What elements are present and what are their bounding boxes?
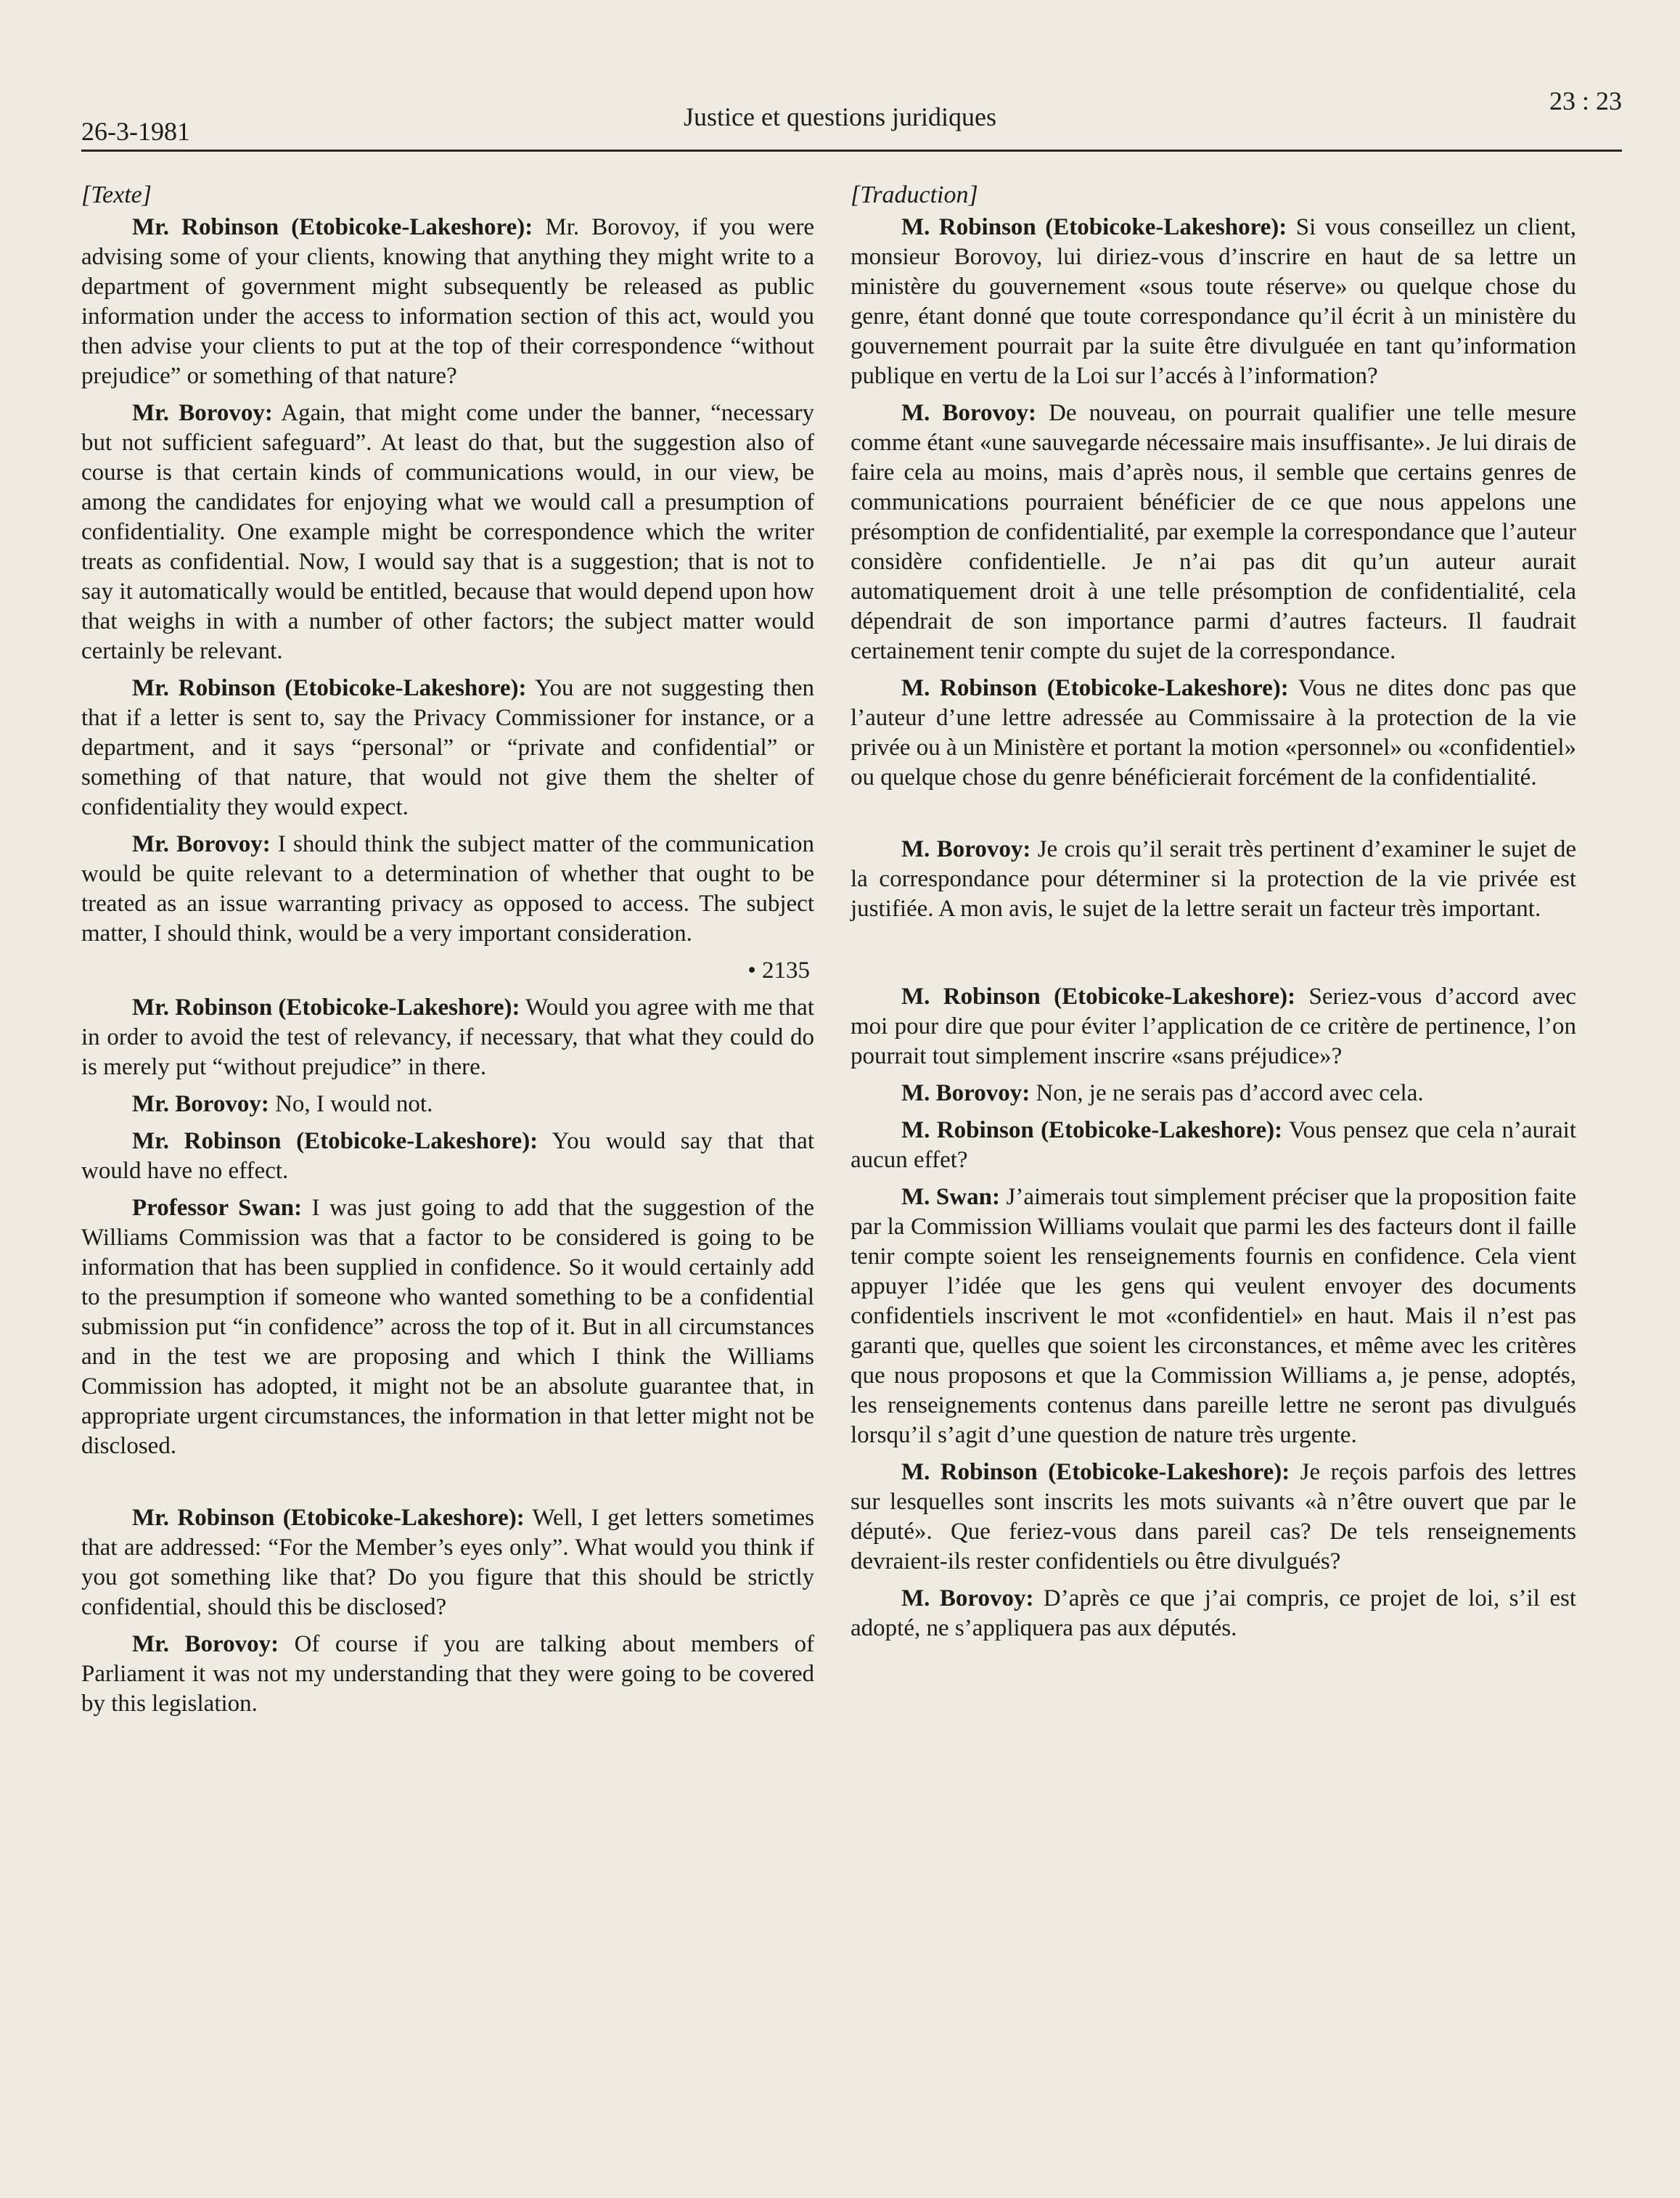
spacer <box>851 800 1576 835</box>
transcript-paragraph <box>851 399 1576 666</box>
speech-text: J’aimerais tout simplement préciser que la proposition faite par la Commission Williams voulait que parmi les des facteurs dont il faille tenir compte soient les renseignements fournis en confidence. Cela vient appuyer l’idée que les gens qui veulent envoyer des documents confidentiels inscrivent le mot «confidentiel» en haut. Mais il n’est pas garanti que, quelles que soient les circonstances, et même avec les critères que nous proposons et que la Commission Williams a, je pense, adoptés, les renseignements contenus dans pareille lettre ne seront pas divulgués lorsqu’il s’agit d’une question de nature très urgente. <box>851 1184 1576 1448</box>
column-label: [Texte] <box>81 181 152 208</box>
transcript-paragraph <box>851 674 1576 793</box>
speech-text: Vous ne dites donc pas que l’auteur d’une lettre adressée au Commissaire à la protection de la vie privée ou à un Ministère et portant la motion «personnel» ou «confidentiel» ou quelque chose du genre bénéficierait forcément de la confidentialité. <box>851 675 1576 790</box>
speaker-name: M. Robinson (Etobicoke-Lakeshore): <box>901 1117 1283 1143</box>
speaker-name: M. Borovoy: <box>901 836 1031 862</box>
transcript-paragraph <box>81 1090 814 1119</box>
speaker-name: M. Robinson (Etobicoke-Lakeshore): <box>901 984 1296 1010</box>
speaker-name: Mr. Borovoy: <box>132 1091 269 1117</box>
speech-text: D’après ce que j’ai compris, ce projet de loi, s’il est adopté, ne s’appliquera pas aux députés. <box>851 1585 1576 1641</box>
speech-text: Would you agree with me that in order to avoid the test of relevancy, if necessary, that what they could do is merely put “without prejudice” in there. <box>81 994 814 1080</box>
transcript-paragraph <box>81 1127 814 1186</box>
speech-text: Si vous conseillez un client, monsieur Borovoy, lui diriez-vous d’inscrire en haut de sa lettre un ministère du gouvernement «sous toute réserve» ou quelque chose du genre, étant donné que toute correspondance qu’il écrit à un ministère du gouvernement pourrait par la suite être divulguée en tant qu’information publique en vertu de la Loi sur l’accés à l’information? <box>851 214 1576 389</box>
transcript-paragraph <box>81 1193 814 1461</box>
speech-text: Mr. Borovoy, if you were advising some of your clients, knowing that anything they might write to a department of government might subsequently be released as public information under the access to information section of this act, would you then advise your clients to put at the top of their correspondence “without prejudice” or something of that nature? <box>81 214 815 389</box>
header-page-number: 23 : 23 <box>1549 86 1622 115</box>
speaker-name: Mr. Robinson (Etobicoke-Lakeshore): <box>132 1505 525 1531</box>
transcript-paragraph <box>81 1503 814 1622</box>
speech-text: Of course if you are talking about members of Parliament it was not my understanding that they were going to be covered by this legislation. <box>81 1631 814 1717</box>
speaker-name: M. Borovoy: <box>901 1080 1030 1106</box>
transcript-paragraph <box>851 1116 1576 1175</box>
speaker-name: Mr. Borovoy: <box>132 1631 279 1657</box>
header-title: Justice et questions juridiques <box>684 102 996 131</box>
transcript-paragraph <box>851 982 1576 1071</box>
transcript-paragraph <box>851 1079 1576 1108</box>
speech-text: Je reçois parfois des lettres sur lesquelles sont inscrits les mots suivants «à n’être ouvert que par le député». Que feriez-vous dans pareil cas? De tels renseignements devraient-ils rester confidentiels ou être divulgués? <box>851 1459 1577 1574</box>
time-marker: • 2135 <box>747 957 810 984</box>
speaker-name: Mr. Borovoy: <box>132 831 271 857</box>
transcript-paragraph <box>81 213 814 391</box>
speaker-name: M. Robinson (Etobicoke-Lakeshore): <box>901 1459 1290 1485</box>
header-date: 26-3-1981 <box>81 117 190 146</box>
speaker-name: Professor Swan: <box>132 1195 303 1221</box>
speech-text: Seriez-vous d’accord avec moi pour dire que pour éviter l’application de ce critère de pertinence, l’on pourrait tout simplement inscrire «sans préjudice»? <box>851 984 1576 1069</box>
speech-text: Well, I get letters sometimes that are addressed: “For the Member’s eyes only”. What would you think if you got something like that? Do you figure that this should be strictly confidential, should this be disclosed? <box>81 1505 814 1620</box>
transcript-paragraph <box>81 830 814 949</box>
speaker-name: Mr. Borovoy: <box>132 400 273 426</box>
speaker-name: Mr. Robinson (Etobicoke-Lakeshore): <box>132 214 533 240</box>
speech-text: Again, that might come under the banner, “necessary but not sufficient safeguard”. At least do that, but the suggestion also of course is that certain kinds of communications would, in our view, be among the candidates for enjoying what we would call a presumption of confidentiality. One example might be correspondence which the writer treats as confidential. Now, I would say that is a suggestion; that is not to say it automatically would be entitled, because that would depend upon how that weighs in with a number of other factors; the subject matter would certainly be relevant. <box>81 400 814 664</box>
speaker-name: Mr. Robinson (Etobicoke-Lakeshore): <box>132 1128 538 1154</box>
transcript-paragraph <box>81 993 814 1082</box>
speaker-name: M. Swan: <box>901 1184 1000 1210</box>
speech-text: You would say that that would have no effect. <box>81 1128 814 1184</box>
transcript-paragraph <box>851 835 1576 924</box>
speaker-name: M. Robinson (Etobicoke-Lakeshore): <box>901 214 1287 240</box>
speech-text: Vous pensez que cela n’aurait aucun effet? <box>851 1117 1577 1173</box>
transcript-paragraph <box>851 213 1576 391</box>
speech-text: You are not suggesting then that if a letter is sent to, say the Privacy Commissioner for instance, or a department, and it says “personal” or “private and confidential” or something of that nature, that would not give them the shelter of confidentiality they would expect. <box>81 675 814 820</box>
french-column <box>851 180 1576 1651</box>
spacer <box>851 931 1576 982</box>
speech-text: De nouveau, on pourrait qualifier une telle mesure comme étant «une sauvegarde nécessaire mais insuffisante». Je lui dirais de faire cela au moins, mais d’après nous, il semble que certains genres de communications pourraient bénéficier de ce que nous appelons une présomption de confidentialité, par exemple la correspondance que l’auteur considère confidentielle. Je n’ai pas dit qu’un auteur aurait automatiquement droit à une telle présomption de confidentialité, cela dépendrait de son importance parmi d’autres facteurs. Il faudrait certainement tenir compte du sujet de la correspondance. <box>851 400 1576 664</box>
transcript-paragraph <box>81 674 814 822</box>
transcript-paragraph <box>81 1630 814 1719</box>
speaker-name: Mr. Robinson (Etobicoke-Lakeshore): <box>132 675 527 701</box>
speech-text: I should think the subject matter of the communication would be quite relevant to a determination of whether that ought to be treated as an issue warranting privacy as opposed to access. The subject matter, I should think, would be a very important consideration. <box>81 831 814 947</box>
column-label: [Traduction] <box>851 181 978 208</box>
transcript-paragraph <box>851 1182 1576 1450</box>
speaker-name: M. Borovoy: <box>901 1585 1034 1611</box>
speech-text: Non, je ne serais pas d’accord avec cela. <box>1030 1080 1424 1106</box>
speaker-name: M. Robinson (Etobicoke-Lakeshore): <box>901 675 1289 701</box>
speaker-name: M. Borovoy: <box>901 400 1037 426</box>
english-column <box>81 180 814 1726</box>
transcript-paragraph <box>81 399 814 666</box>
speech-text: I was just going to add that the suggestion of the Williams Commission was that a factor to be considered is going to be information that has been supplied in confidence. So it would certainly add to the presumption if someone who wanted something to be a confidential submission put “in confidence” across the top of it. But in all circumstances and in the test we are proposing and which I think the Williams Commission has adopted, it might not be an absolute guarantee that, in appropriate urgent circumstances, the information in that letter might not be disclosed. <box>81 1195 814 1459</box>
speech-text: Je crois qu’il serait très pertinent d’examiner le sujet de la correspondance pour déterminer si la protection de la vie privée est justifiée. A mon avis, le sujet de la lettre serait un facteur très important. <box>851 836 1576 922</box>
speech-text: No, I would not. <box>269 1091 433 1117</box>
speaker-name: Mr. Robinson (Etobicoke-Lakeshore): <box>132 994 520 1021</box>
transcript-paragraph <box>851 1458 1576 1577</box>
transcript-paragraph <box>851 1584 1576 1643</box>
header-rule <box>81 150 1622 152</box>
spacer <box>81 1468 814 1503</box>
